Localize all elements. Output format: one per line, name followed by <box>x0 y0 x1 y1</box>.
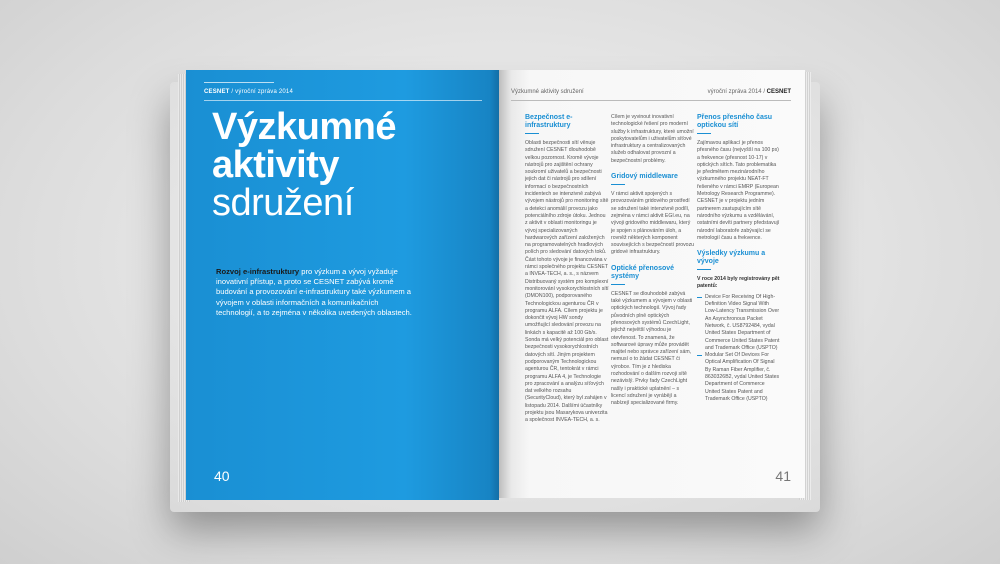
grid-text: V rámci aktivit spojených s provozováním gridového prostředí se sdružení také intenzivně podílí, zejména v rámci aktivit EGI.eu, na vývoji gridového middlewaru, který je spojen s plánováním úloh, a rovněž některých komponent souvisejících s bezpečností provozu gridové infrastruktury. <box>611 191 695 256</box>
column-2-intro: Cílem je vyvinout inovativní technologické řešení pro moderní služby k infrastruktury, které umožní poskytovatelům i uživatelům síťové infrastruktury a centralizovaných služeb odhalovat provozní a bezpečnostní problémy. <box>611 114 694 164</box>
title-line-1: Výzkumné <box>212 106 396 148</box>
header-brand: CESNET <box>204 89 230 95</box>
right-header <box>708 89 791 95</box>
header-sep: / <box>231 89 234 95</box>
heading-grid: Gridový middleware <box>611 173 695 185</box>
heading-security: Bezpečnost e-infrastruktury <box>525 114 609 134</box>
title-line-3: sdružení <box>212 182 354 224</box>
header-report: výroční zpráva 2014 <box>235 89 294 95</box>
heading-time: Přenos přesného času optickou sítí <box>697 114 781 134</box>
left-page <box>186 70 499 500</box>
column-3 <box>697 114 781 403</box>
page-number-left: 40 <box>214 468 230 484</box>
header-rule <box>511 100 791 101</box>
right-header-section: Výzkumné aktivity sdružení <box>511 89 584 95</box>
intro-paragraph <box>216 267 416 318</box>
patent-item: Device For Receiving Of High-Definition Video Signal With Low-Latency Transmission Over An Asynchronous Packet Network, č. US8792484, vydal United States Department of Commerce United States Patent and Trademark Office (USPTO) <box>697 294 781 352</box>
header-report: výroční zpráva 2014 <box>707 89 762 95</box>
heading-results: Výsledky výzkumu a vývoje <box>697 250 781 270</box>
intro-text: pro výzkum a vývoj vyžaduje inovativní přístup, a proto se CESNET zabývá kromě budování a provozování e-infrastruktury také výzkumem a vývojem v oblasti informačních a komunikačních technologií, a to zejména v několika uvedených oblastech. <box>216 267 412 317</box>
page-number-right: 41 <box>775 468 791 484</box>
patents-label: V roce 2014 byly registrovány pět patentů: <box>697 276 780 290</box>
page-title <box>212 108 396 222</box>
time-text: Zajímavou aplikací je přenos přesného času (nejvyšší na 100 ps) a frekvence (přesnost 10-17) v optických sítích. Tato problematika je předmětem mezinárodního výzkumného projektu NEAT-FT řešeného v rámci EMRP (European Metrology Research Programme). CESNET je v projektu jedním partnerem zastupujícím sítě národního výzkumu a vzdělávání, ostatními devíti partnery představují národní laboratoře zabývající se metrologií času a frekvence. <box>697 140 780 241</box>
header-sep: / <box>763 89 765 95</box>
header-rule <box>204 100 482 101</box>
header-brand: CESNET <box>766 89 791 95</box>
security-text: Oblasti bezpečnosti sítí věnuje sdružení CESNET dlouhodobě velkou pozornost. Kromě vývoje nástrojů pro zajištění ochrany soukromí uživatelů a bezpečnosti jejich dat či nástrojů pro sdílení informací o bezpečnostních incidentech se intenzivně zabývá vývojem nástrojů pro monitoring sítě a detekci anomálií provozu jako potenciálního zdroje útoku. Jednou z aktivit v oblasti monitoringu je vývoj specializovaných hardwarových zařízení založených na programovatelných hradlových polích pro sledování datových toků. Část tohoto vývoje je financována v rámci společného projektu CESNET a INVEA-TECH, a. s., s názvem Distribuovaný systém pro komplexní monitorování vysokorychlostních sítí (DMON100), podporovaného Technologickou agenturou ČR v programu ALFA. Cílem projektu je dokončit vývoj HW sondy umožňující sledování provozu na linkách s kapacitě až 100 Gb/s. Sonda má velký potenciál pro oblast bezpečnosti vysokorychlostních datových sítí. Jiným projektem podporovaným Technologickou agenturou ČR, tentokrát v rámci programu ALFA 4, je Technologie pro zpracování a analýzu síťových dat velkého rozsahu (SecurityCloud), který byl zahájen v listopadu 2014. Dalšími účastníky projektu jsou Masarykova univerzita a společnost INVEA-TECH, a. s. <box>525 140 609 424</box>
heading-optical: Optické přenosové systémy <box>611 265 695 285</box>
column-1 <box>525 114 609 425</box>
optical-text: CESNET se dlouhodobě zabývá také výzkumem a vývojem v oblasti optických technologií. Vývoj řady původních plně optických přenosových systémů CzechLight, jejichž největší výhodou je otevřenost. To znamená, že softwarové úpravy může provádět majitel nebo správce zařízení sám, nemusí o to žádat CESNET či výrobce. Tím je z hlediska rozhodování o dalším rozvoji sítě nezávislý. Prvky řady CzechLight našly i praktické uplatnění – s licencí sdružení je vyrábějí a nabízejí specializované firmy. <box>611 290 693 407</box>
column-2 <box>611 114 695 408</box>
title-line-2: aktivity <box>212 144 339 186</box>
right-page <box>499 70 805 498</box>
intro-highlight: Rozvoj e-infrastruktury <box>216 267 300 276</box>
left-header <box>204 89 293 95</box>
header-rule-top <box>204 82 274 83</box>
patent-item: Modular Set Of Devices For Optical Amplification Of Signal By Raman Fiber Amplifier, č. 8630326B2, vydal United States Department of Commerce United States Patent and Trademark Office (USPTO) <box>697 352 781 403</box>
